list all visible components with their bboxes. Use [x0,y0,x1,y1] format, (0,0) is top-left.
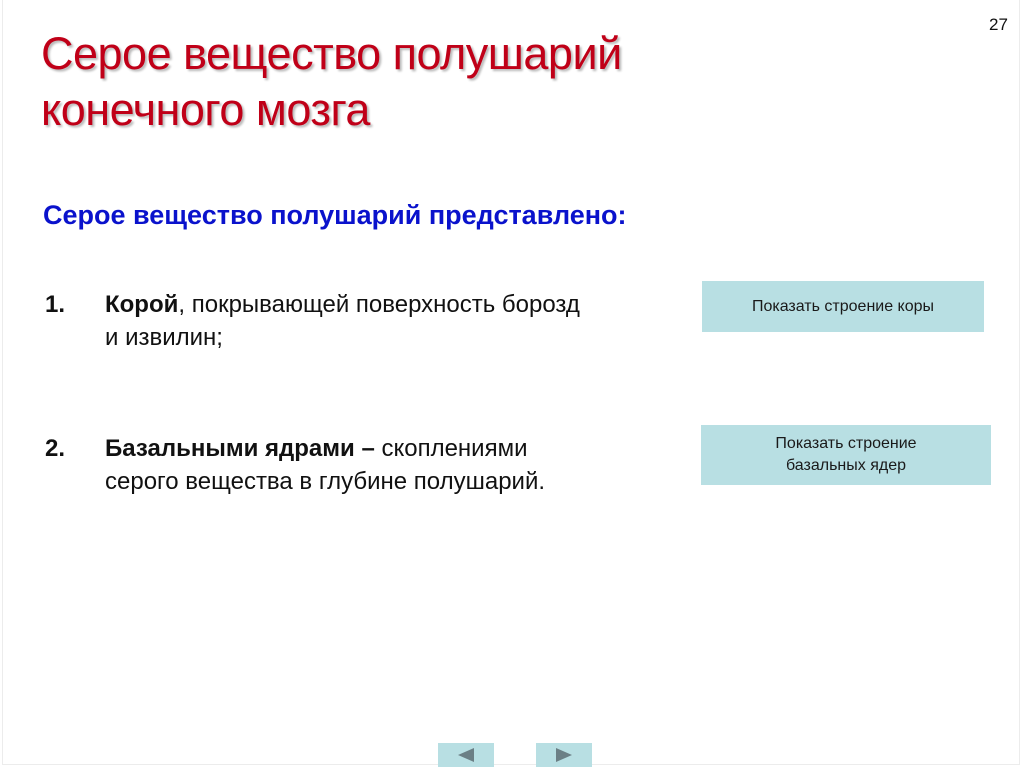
triangle-left-icon [456,747,476,763]
subtitle: Серое вещество полушарий представлено: [43,200,627,230]
list-desc-2: серого вещества в глубине полушарий. [105,468,546,495]
triangle-right-icon [554,747,574,763]
button-label-line-1: Показать строение [775,435,917,452]
button-label [775,433,916,477]
list-number: 2. [45,435,66,462]
slide [2,0,1020,765]
next-slide-button[interactable] [536,743,592,767]
list-desc-2: и извилин; [105,324,223,351]
page-number: 27 [989,15,1008,34]
title-line-2: конечного мозга [41,84,370,135]
list-text [105,432,685,498]
title-line-1: Серое вещество полушарий [41,28,622,79]
show-basal-nuclei-structure-button[interactable] [701,425,991,485]
slide-title [41,26,622,138]
list-number: 1. [45,291,66,318]
button-label-line-2: базальных ядер [786,457,906,474]
show-cortex-structure-button[interactable] [702,281,984,332]
list-desc: скоплениями [374,435,528,462]
list-desc: , покрывающей поверхность борозд [178,291,580,318]
list-text [105,288,685,354]
button-label: Показать строение коры [751,297,935,315]
list-term: Корой [105,291,179,318]
previous-slide-button[interactable] [438,743,494,767]
list-term: Базальными ядрами – [105,435,375,462]
